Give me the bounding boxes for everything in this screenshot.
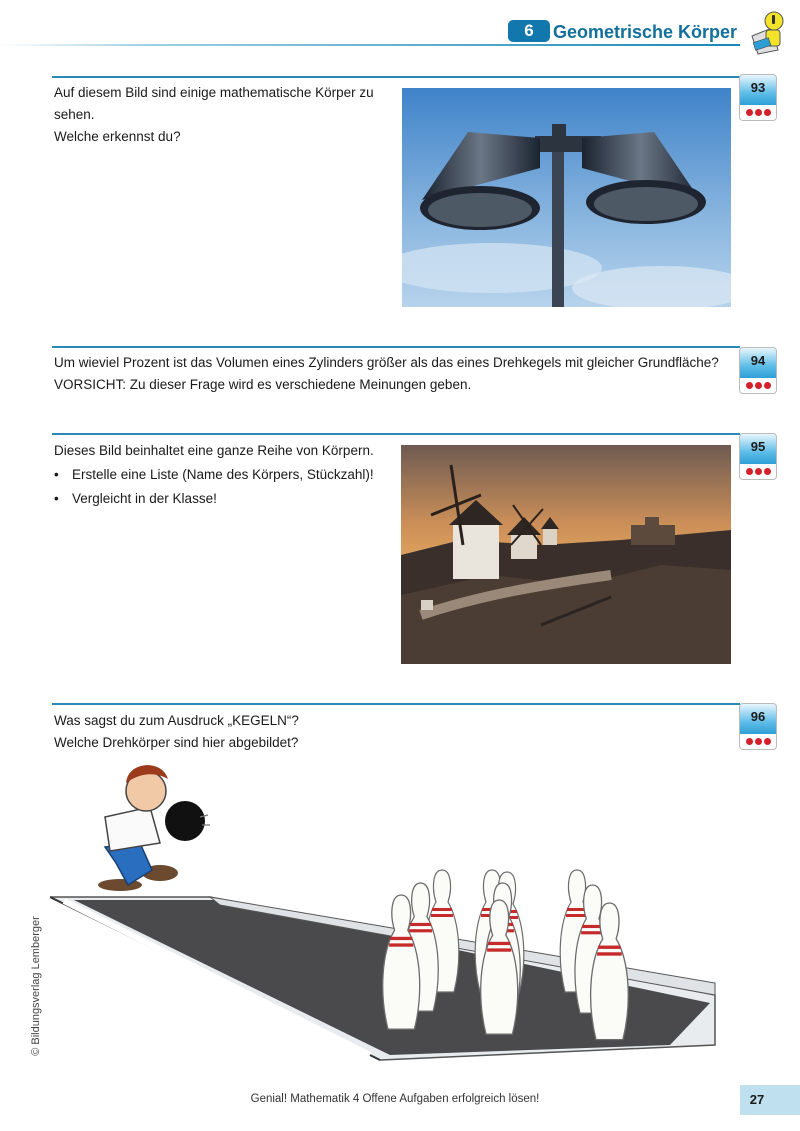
- task-badge-96: [739, 703, 777, 751]
- street-lamp-photo: [402, 88, 731, 307]
- chapter-title: Geometrische Körper: [553, 22, 738, 42]
- task-number: 94: [750, 353, 766, 368]
- section-rule-94: [52, 346, 740, 348]
- task-number: 96: [750, 709, 766, 724]
- bowler-figure: [98, 765, 210, 891]
- task-number: 93: [750, 80, 766, 95]
- task-93-line-1: Auf diesem Bild sind einige mathematische Körper zu: [54, 85, 374, 100]
- task-96-line-1: Was sagst du zum Ausdruck „KEGELN“?: [54, 713, 299, 728]
- task-badge-94: [739, 347, 777, 395]
- section-rule-95: [52, 433, 740, 435]
- task-badge-95: [739, 433, 777, 481]
- chapter-number-badge: 6: [508, 20, 550, 42]
- footer-book-title: Genial! Mathematik 4 Offene Aufgaben erfolgreich lösen!: [250, 1093, 540, 1105]
- bowling-illustration: [50, 755, 730, 1075]
- windmills-photo: [401, 445, 731, 664]
- task-94-line-1: Um wieviel Prozent ist das Volumen eines Zylinders größer als das eines Drehkegels mit gleicher Grundfläche?: [54, 355, 719, 370]
- copyright-notice: © Bildungsverlag Lemberger: [30, 916, 42, 1056]
- task-96-line-2: Welche Drehkörper sind hier abgebildet?: [54, 735, 299, 750]
- section-rule-96: [52, 703, 740, 705]
- task-93-line-2: sehen.: [54, 107, 95, 122]
- task-96-text: [54, 710, 454, 754]
- task-94-text: [54, 352, 738, 396]
- bullet-marker: •: [54, 467, 59, 482]
- task-number: 95: [750, 439, 766, 454]
- page-number: 27: [749, 1092, 765, 1107]
- task-95-bullet-2: Vergleicht in der Klasse!: [72, 491, 217, 506]
- task-94-line-2: VORSICHT: Zu dieser Frage wird es verschiedene Meinungen geben.: [54, 377, 472, 392]
- student-figure-icon: [748, 10, 790, 56]
- section-rule-93: [52, 76, 740, 78]
- task-95-bullet-1: Erstelle eine Liste (Name des Körpers, Stückzahl)!: [72, 467, 374, 482]
- task-93-line-3: Welche erkennst du?: [54, 129, 181, 144]
- bullet-marker: •: [54, 491, 59, 506]
- header-line: [0, 44, 740, 46]
- task-95-intro: Dieses Bild beinhaltet eine ganze Reihe von Körpern.: [54, 443, 374, 458]
- task-93-text: [54, 82, 394, 148]
- task-badge-93: [739, 74, 777, 122]
